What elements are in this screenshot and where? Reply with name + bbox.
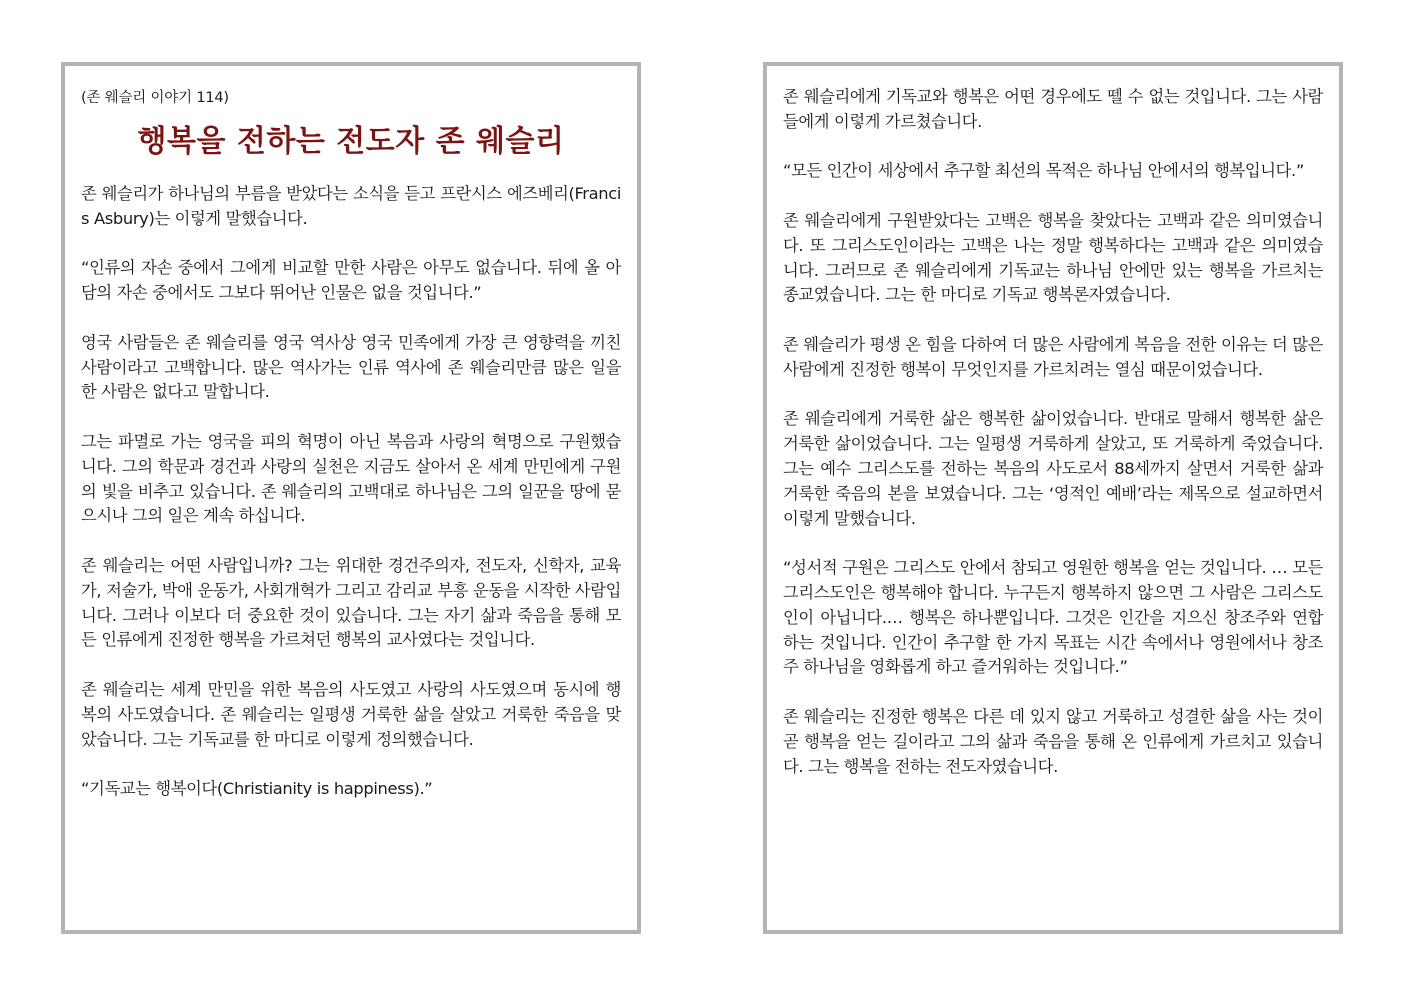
right-page xyxy=(763,62,1343,934)
paragraph: 존 웨슬리에게 기독교와 행복은 어떤 경우에도 뗄 수 없는 것입니다. 그는 사람들에게 이렇게 가르쳤습니다. xyxy=(783,87,1323,131)
paragraph: 존 웨슬리에게 구원받았다는 고백은 행복을 찾았다는 고백과 같은 의미였습니다. 또 그리스도인이라는 고백은 나는 정말 행복하다는 고백과 같은 의미였습니다. 그러므로 존 웨슬리에게 기독교는 하나님 안에만 있는 행복을 가르치는 종교였습니다. 그는 한 마디로 기독교 행복론자였습니다. xyxy=(783,210,1323,305)
paragraph: 존 웨슬리에게 거룩한 삶은 행복한 삶이었습니다. 반대로 말해서 행복한 삶은 거룩한 삶이었습니다. 그는 일평생 거룩하게 살았고, 또 거룩하게 죽었습니다. 그는 예수 그리스도를 전하는 복음의 사도로서 88세까지 살면서 거룩한 삶과 거룩한 죽음의 본을 보였습니다. 그는 ‘영적인 예배’라는 제목으로 설교하면서 이렇게 말했습니다. xyxy=(783,409,1323,528)
paragraph: 존 웨슬리는 어떤 사람입니까? 그는 위대한 경건주의자, 전도자, 신학자, 교육가, 저술가, 박애 운동가, 사회개혁가 그리고 감리교 부흥 운동을 시작한 사람입니다. 그러나 이보다 더 중요한 것이 있습니다. 그는 자기 삶과 죽음을 통해 모든 인류에게 진정한 행복을 가르쳐던 행복의 교사였다는 것입니다. xyxy=(81,555,621,650)
right-page-content xyxy=(767,66,1339,779)
quote-paragraph: “기독교는 행복이다(Christianity is happiness).” xyxy=(81,779,433,799)
quote-paragraph: “모든 인간이 세상에서 추구할 최선의 목적은 하나님 안에서의 행복입니다.” xyxy=(783,161,1304,181)
left-page xyxy=(61,62,641,934)
page-title: 행복을 전하는 전도자 존 웨슬리 xyxy=(137,124,565,159)
paragraph: 존 웨슬리는 세계 만민을 위한 복음의 사도였고 사랑의 사도였으며 동시에 행복의 사도였습니다. 존 웨슬리는 일평생 거룩한 삶을 살았고 거룩한 죽음을 맞았습니다. 그는 기독교를 한 마디로 이렇게 정의했습니다. xyxy=(81,679,621,749)
paragraph: 영국 사람들은 존 웨슬리를 영국 역사상 영국 민족에게 가장 큰 영향력을 끼친 사람이라고 고백합니다. 많은 역사가는 인류 역사에 존 웨슬리만큼 많은 일을 한 사람은 없다고 말합니다. xyxy=(81,332,621,402)
paragraph: 존 웨슬리가 평생 온 힘을 다하여 더 많은 사람에게 복음을 전한 이유는 더 많은 사람에게 진정한 행복이 무엇인지를 가르치려는 열심 때문이었습니다. xyxy=(783,334,1323,379)
paragraph: 그는 파멸로 가는 영국을 피의 혁명이 아닌 복음과 사랑의 혁명으로 구원했습니다. 그의 학문과 경건과 사랑의 실천은 지금도 살아서 온 세계 만민에게 구원의 빛을 비추고 있습니다. 존 웨슬리의 고백대로 하나님은 그의 일꾼을 땅에 묻으시나 그의 일은 계속 하십니다. xyxy=(81,431,621,526)
paragraph: 존 웨슬리는 진정한 행복은 다른 데 있지 않고 거룩하고 성결한 삶을 사는 것이 곧 행복을 얻는 길이라고 그의 삶과 죽음을 통해 온 인류에게 가르치고 있습니다. 그는 행복을 전하는 전도자였습니다. xyxy=(783,706,1323,776)
quote-paragraph: “성서적 구원은 그리스도 안에서 참되고 영원한 행복을 얻는 것입니다. … 모든 그리스도인은 행복해야 합니다. 누구든지 행복하지 않으면 그 사람은 그리스도인이 아닙니다.… 행복은 하나뿐입니다. 그것은 인간을 지으신 창조주와 연합하는 것입니다. 인간이 추구할 한 가지 목표는 시간 속에서나 영원에서나 창조주 하나님을 영화롭게 하고 즐거워하는 것입니다.” xyxy=(783,558,1323,677)
series-label: (존 웨슬리 이야기 114) xyxy=(81,90,229,106)
paragraph: 존 웨슬리가 하나님의 부름을 받았다는 소식을 듣고 프란시스 에즈베리(Francis Asbury)는 이렇게 말했습니다. xyxy=(81,184,621,228)
left-page-content xyxy=(65,66,637,802)
quote-paragraph: “인류의 자손 중에서 그에게 비교할 만한 사람은 아무도 없습니다. 뒤에 올 아담의 자손 중에서도 그보다 뛰어난 인물은 없을 것입니다.” xyxy=(81,258,621,303)
